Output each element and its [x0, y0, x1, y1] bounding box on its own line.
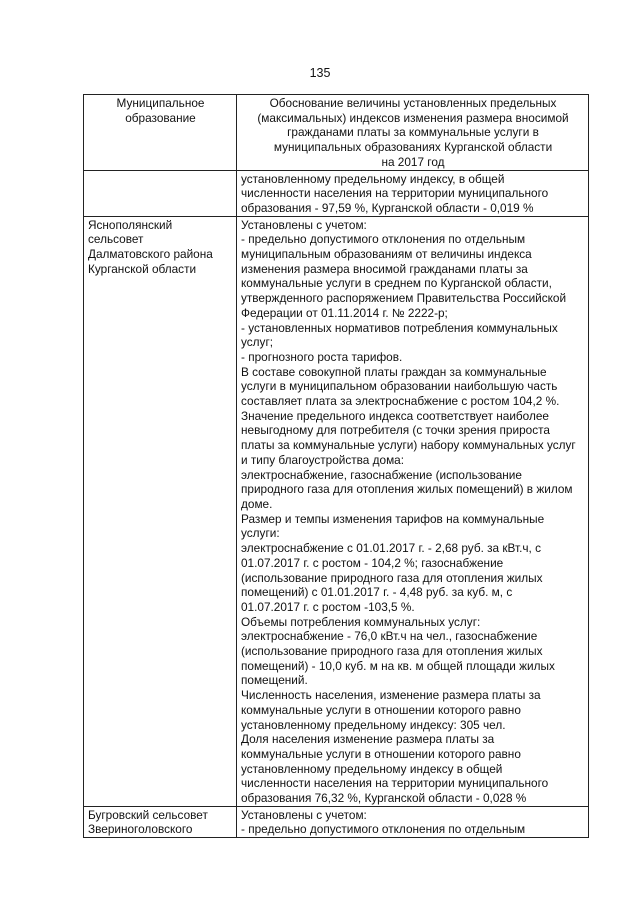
header-municipality-cell — [84, 95, 237, 171]
municipality-cell — [84, 170, 237, 216]
text-line: Курганской области — [88, 261, 197, 276]
table-row — [84, 806, 589, 837]
text-line: изменения размера вносимой гражданами платы за — [241, 261, 528, 276]
text-line: помещений. — [241, 673, 308, 688]
text-line: установленному предельному индексу в общей — [241, 761, 503, 776]
text-line: составляет плата за электроснабжение с ростом 104,2 %. — [241, 394, 560, 409]
text-line: образование — [125, 110, 196, 125]
text-line: 01.07.2017 г. с ростом - 104,2 %; газоснабжение — [241, 555, 504, 570]
header-justification-cell — [237, 95, 589, 171]
text-line: образования - 97,59 %, Курганской области - 0,019 % — [241, 200, 534, 215]
text-line: помещений) - 10,0 куб. м на кв. м общей площади жилых — [241, 658, 555, 673]
text-line: численности населения на территории муниципального — [241, 186, 549, 201]
text-line: установленному предельному индексу, в общей — [241, 171, 505, 186]
text-line: доме. — [241, 496, 273, 511]
text-line: Яснополянский — [88, 217, 173, 232]
text-line: - установленных нормативов потребления коммунальных — [241, 320, 558, 335]
text-line: электроснабжение с 01.01.2017 г. - 2,68 руб. за кВт.ч, с — [241, 541, 542, 556]
text-line: сельсовет — [88, 232, 144, 247]
text-line: на 2017 год — [381, 154, 445, 169]
text-line: коммунальные услуги в отношении которого равно — [241, 702, 521, 717]
text-line: электроснабжение - 76,0 кВт.ч на чел., газоснабжение — [241, 629, 538, 644]
tariff-index-table — [83, 94, 589, 838]
text-line: Далматовского района — [88, 247, 213, 262]
text-line: природного газа для отопления жилых помещений) в жилом — [241, 482, 573, 497]
text-line: (использование природного газа для отопления жилых — [241, 644, 543, 659]
text-line: Муниципальное — [116, 96, 205, 110]
justification-cell — [237, 806, 589, 837]
text-line: услуги: — [241, 526, 280, 541]
text-line: (максимальных) индексов изменения размера вносимой — [257, 110, 569, 125]
text-line: коммунальные услуги в отношении которого равно — [241, 746, 521, 761]
text-line: платы за коммунальные услуги) набору коммунальных услуг — [241, 438, 576, 453]
text-line: Объемы потребления коммунальных услуг: — [241, 614, 481, 629]
municipality-cell — [84, 216, 237, 806]
text-line: невыгодному для потребителя (с точки зрения прироста — [241, 423, 550, 438]
text-line: муниципальных образованиях Курганской области — [273, 140, 553, 155]
justification-cell — [237, 216, 589, 806]
text-line: образования 76,32 %, Курганской области - 0,028 % — [241, 791, 527, 806]
justification-cell — [237, 170, 589, 216]
text-line: электроснабжение, газоснабжение (использование — [241, 467, 522, 482]
text-line: и типу благоустройства дома: — [241, 452, 405, 467]
text-line: Обоснование величины установленных предельных — [269, 96, 557, 110]
text-line: услуги в муниципальном образовании наибольшую часть — [241, 379, 558, 394]
text-line: Установлены с учетом: — [241, 217, 367, 232]
text-line: Значение предельного индекса соответствует наиболее — [241, 408, 549, 423]
text-line: В составе совокупной платы граждан за коммунальные — [241, 364, 547, 379]
text-line: численности населения на территории муниципального — [241, 776, 549, 791]
text-line: помещений) с 01.01.2017 г. - 4,48 руб. за куб. м, с — [241, 585, 513, 600]
municipality-cell — [84, 806, 237, 837]
text-line: Размер и темпы изменения тарифов на коммунальные — [241, 511, 545, 526]
page-number: 135 — [309, 66, 331, 80]
text-line: 01.07.2017 г. с ростом -103,5 %. — [241, 599, 415, 614]
table-row — [84, 170, 589, 216]
text-line: Численность населения, изменение размера платы за — [241, 688, 541, 703]
text-line: коммунальные услуги в среднем по Курганской области, — [241, 276, 552, 291]
text-line: (использование природного газа для отопления жилых — [241, 570, 543, 585]
text-line: - предельно допустимого отклонения по отдельным — [241, 232, 526, 247]
text-line: Установлены с учетом: — [241, 807, 367, 822]
text-line: Звериноголовского — [88, 822, 193, 837]
text-line: утвержденного распоряжением Правительства Российской — [241, 291, 567, 306]
text-line: Бугровский сельсовет — [88, 807, 208, 822]
text-line: - предельно допустимого отклонения по отдельным — [241, 822, 526, 837]
table-header-row — [84, 95, 589, 171]
text-line: услуг; — [241, 335, 274, 350]
text-line: гражданами платы за коммунальные услуги в — [287, 125, 539, 140]
text-line: - прогнозного роста тарифов. — [241, 349, 403, 364]
text-line: Доля населения изменение размера платы за — [241, 732, 495, 747]
text-line: установленному предельному индексу: 305 чел. — [241, 717, 506, 732]
text-line: муниципальным образованиям от величины индекса — [241, 247, 532, 262]
table-row — [84, 216, 589, 806]
text-line: Федерации от 01.11.2014 г. № 2222-р; — [241, 305, 448, 320]
